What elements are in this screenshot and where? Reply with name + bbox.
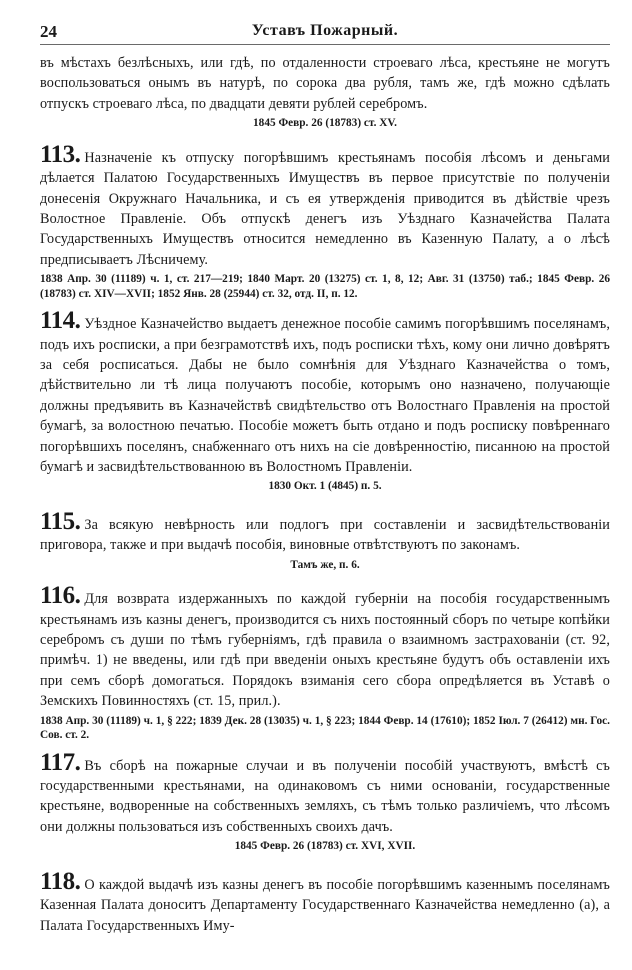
intro-source: 1845 Февр. 26 (18783) ст. XV. — [253, 117, 397, 130]
intro-paragraph: въ мѣстахъ безлѣсныхъ, или гдѣ, по отдаленности строеваго лѣса, крестьяне не могутъ воспользоваться онымъ въ натурѣ, по сорока два рубля, тамъ же, гдѣ можно сдѣлать отпускъ строеваго лѣса, по двадцати девяти рублей серебромъ. — [40, 55, 610, 112]
article-text: О каждой выдачѣ изъ казны денегъ въ пособіе погорѣвшимъ казеннымъ поселянамъ Казенная Палата доноситъ Департаменту Государственнаго Казначейства немедленно (а), а Палата Государственныхъ Иму- — [40, 876, 610, 934]
article-text: Въ сборѣ на пожарные случаи и въ полученіи пособій участвуютъ, вмѣстѣ съ государственными крестьянами, на одинаковомъ съ ними основаніи, государственные крестьяне, водворенные на собственныхъ земляхъ, съ тѣмъ только различіемъ, что лѣсомъ они должны пользоваться изъ собственныхъ своихъ дачъ. — [40, 757, 610, 835]
article-115 — [40, 507, 610, 572]
article-text: За всякую невѣрность или подлогъ при составленіи и засвидѣтельствованіи приговора, также и при выдачѣ пособія, виновные отвѣтствуютъ по законамъ. — [40, 516, 610, 554]
article-number: 117. — [40, 748, 81, 776]
article-117 — [40, 748, 610, 854]
article-number: 114. — [40, 307, 81, 335]
article-116 — [40, 582, 610, 742]
article-number: 118. — [40, 867, 81, 895]
page-header — [40, 18, 610, 45]
article-text: Назначеніе къ отпуску погорѣвшимъ крестьянамъ пособія лѣсомъ и деньгами дѣлается Палатою Государственныхъ Имуществъ въ первое присутствіе по полученіи донесенія Окружнаго Начальника, и съ ея утвержденія приводится въ дѣйствіе чрезъ Волостное Правленіе. Объ отпускѣ денегъ изъ Уѣзднаго Казначейства Палата Государственныхъ Имуществъ относится немедленно въ Казенную Палату, а о лѣсѣ предписываетъ Лѣсничему. — [40, 149, 610, 268]
article-113 — [40, 140, 610, 301]
article-text: Для возврата издержанныхъ по каждой губерніи на пособія государственнымъ крестьянамъ изъ казны денегъ, производится съ нихъ постоянный сборъ по четыре копѣйки серебромъ съ души по тѣмъ губерніямъ, гдѣ правила о взаимномъ застрахованіи (ст. 92, примѣч. 1) не введены, или гдѣ при введеніи оныхъ крестьяне будутъ объ оставленіи ихъ при семъ сборѣ домогаться. Порядокъ взиманія сего сбора опредѣляется въ Уставѣ о Земскихъ Повинностяхъ (ст. 15, прил.). — [40, 591, 610, 710]
article-source: 1838 Апр. 30 (11189) ч. 1, § 222; 1839 Дек. 28 (13035) ч. 1, § 223; 1844 Февр. 14 (17610); 1852 Іюл. 7 (26412) мн. Гос. Сов. ст. 2. — [40, 714, 610, 742]
article-source: 1830 Окт. 1 (4845) п. 5. — [268, 480, 382, 493]
article-114 — [40, 307, 610, 494]
page-number: 24 — [40, 22, 57, 41]
article-number: 115. — [40, 507, 81, 535]
article-number: 116. — [40, 582, 81, 610]
article-source: 1838 Апр. 30 (11189) ч. 1, ст. 217—219; 1840 Март. 20 (13275) ст. 1, 8, 12; Авг. 31 (13750) таб.; 1845 Февр. 26 (18783) ст. XIV—XVII; 1852 Янв. 28 (25944) ст. 32, отд. II, п. 12. — [40, 273, 610, 300]
running-title: Уставъ Пожарный. — [251, 22, 399, 39]
article-118 — [40, 867, 610, 936]
article-number: 113. — [40, 140, 81, 168]
article-source: 1845 Февр. 26 (18783) ст. XVI, XVII. — [234, 840, 416, 853]
article-source: Тамъ же, п. 6. — [290, 558, 360, 571]
article-text: Уѣздное Казначейство выдаетъ денежное пособіе самимъ погорѣвшимъ поселянамъ, подъ ихъ росписки, а при безграмотствѣ ихъ, подъ росписки тѣхъ, кому они лично довѣрятъ за себя росписаться. Дабы не было сомнѣнія для Уѣзднаго Казначейства о томъ, дѣйствительно ли тѣ лица получаютъ пособіе, которымъ оно назначено, получающіе должны предъявить въ Казначействѣ свидѣтельство отъ Волостнаго Правленія на простой бумагѣ, за волостною печатью. Пособіе можетъ быть отдано и подъ росписку повѣреннаго погорѣвшихъ поселянъ, снабженнаго отъ нихъ на сіе довѣренностію, писанною на простой бумагѣ и засвидѣтельствованною въ Волостномъ Правленіи. — [40, 316, 610, 475]
